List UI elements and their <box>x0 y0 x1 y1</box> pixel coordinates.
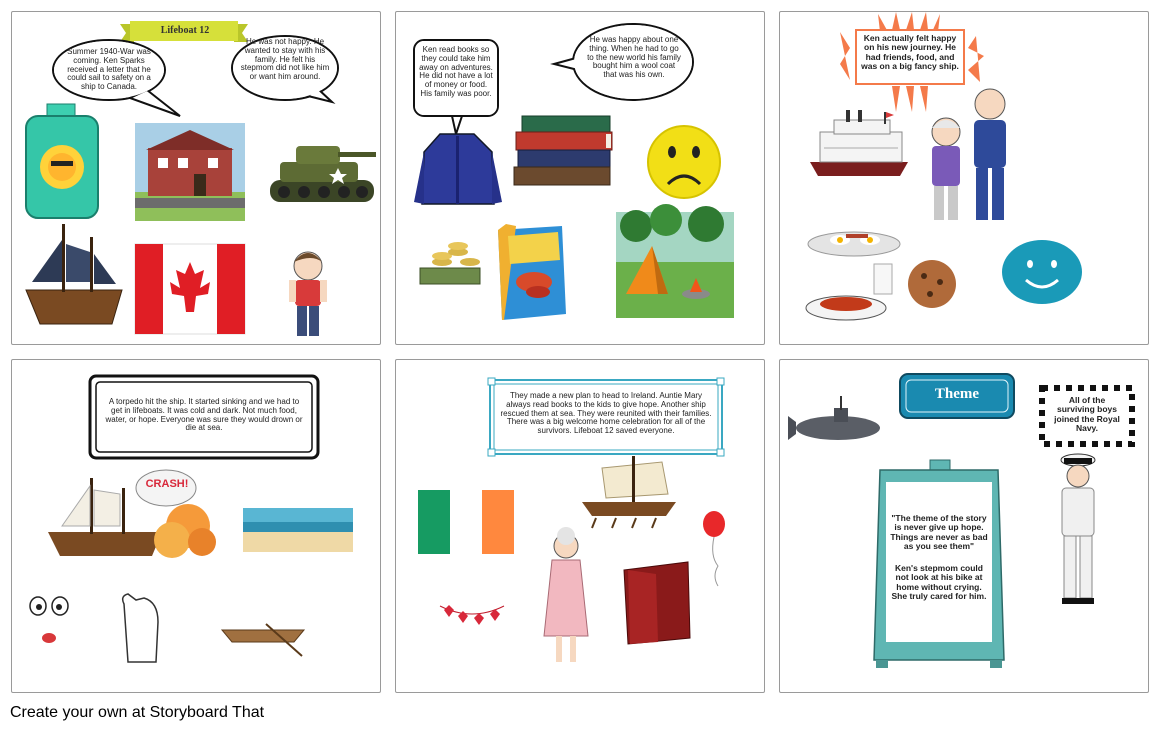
riverboat-icon <box>810 110 908 176</box>
red-book-icon <box>624 562 690 644</box>
breakfast-plate-icon <box>808 232 900 256</box>
burst-text: Ken actually felt happy on his new journey. He had friends, food, and was on a big fancy ship. <box>861 33 959 72</box>
money-icon <box>420 242 480 284</box>
house-icon <box>135 123 245 221</box>
sign-text: Ken's stepmom could not look at his bike at home without crying. She truly cared for him. <box>891 563 987 602</box>
man-character <box>974 89 1006 220</box>
bubble-text-right: He was not happy. He wanted to stay with his family. He felt his stepmom did not like him or want him around. <box>240 37 330 82</box>
cookie-icon <box>908 260 956 308</box>
sunscreen-bottle-icon <box>26 104 98 218</box>
campsite-icon <box>616 204 734 318</box>
panel-4 <box>11 359 381 693</box>
milk-glass-icon <box>874 264 892 294</box>
checker-text: All of the surviving boys joined the Royal Navy. <box>1054 395 1120 434</box>
spaghetti-plate-icon <box>806 296 886 320</box>
panel-1 <box>11 11 381 345</box>
bubble-text-left: Ken read books so they could take him away on adventures. He did not have a lot of money or food. His family was poor. <box>419 45 493 98</box>
auntie-mary-character <box>544 527 588 662</box>
ireland-flag-icon <box>418 490 514 554</box>
frame-text: They made a new plan to head to Ireland. Auntie Mary always read books to the kids to give hope. Another ship rescued them at sea. They were reunited with their families. There was a big welcome home celebration for all of the survivors. Lifeboat 12 saved everyone. <box>500 391 712 436</box>
panel-5 <box>395 359 765 693</box>
panel-2 <box>395 11 765 345</box>
tank-icon <box>270 146 376 202</box>
theme-title: Theme <box>934 386 980 402</box>
balloon-icon <box>703 511 725 586</box>
mitten-icon <box>123 594 158 662</box>
scared-face-icon <box>30 597 68 643</box>
canada-flag-icon <box>135 244 245 334</box>
banner-title: Lifeboat 12 <box>160 25 210 36</box>
sad-face-icon <box>648 126 720 198</box>
book-stack-icon <box>514 116 612 185</box>
footer-link[interactable]: Create your own at Storyboard That <box>10 704 265 721</box>
submarine-icon <box>788 396 880 440</box>
wool-coat-icon <box>414 134 502 204</box>
rescue-ship-icon <box>582 456 676 528</box>
heart-garland-icon <box>440 605 504 625</box>
panel-3 <box>779 11 1149 345</box>
navy-officer-character <box>1061 454 1095 604</box>
boy-character <box>932 118 960 220</box>
panel-6 <box>779 359 1149 693</box>
frame-text: A torpedo hit the ship. It started sinking and we had to get in lifeboats. It was cold and dark. Not much food, water, or hope. Everyone was sure they would drown or die at sea. <box>105 397 303 433</box>
bubble-text-right: He was happy about one thing. When he had to go to the new world his family bought him a wool coat that was his own. <box>587 35 681 80</box>
crash-text: CRASH! <box>145 478 189 490</box>
cereal-box-icon <box>498 224 566 320</box>
sign-quote: "The theme of the story is never give up hope. Things are never as bad as you see them" <box>890 513 988 552</box>
beach-icon <box>243 508 353 552</box>
bubble-text-left: Summer 1940-War was coming. Ken Sparks received a letter that he could sail to safety on a ship to Canada. <box>67 47 151 92</box>
boy-character <box>289 252 327 336</box>
rowboat-icon <box>222 624 304 656</box>
sailing-ship-icon <box>26 224 122 324</box>
happy-face-icon <box>1002 240 1082 304</box>
